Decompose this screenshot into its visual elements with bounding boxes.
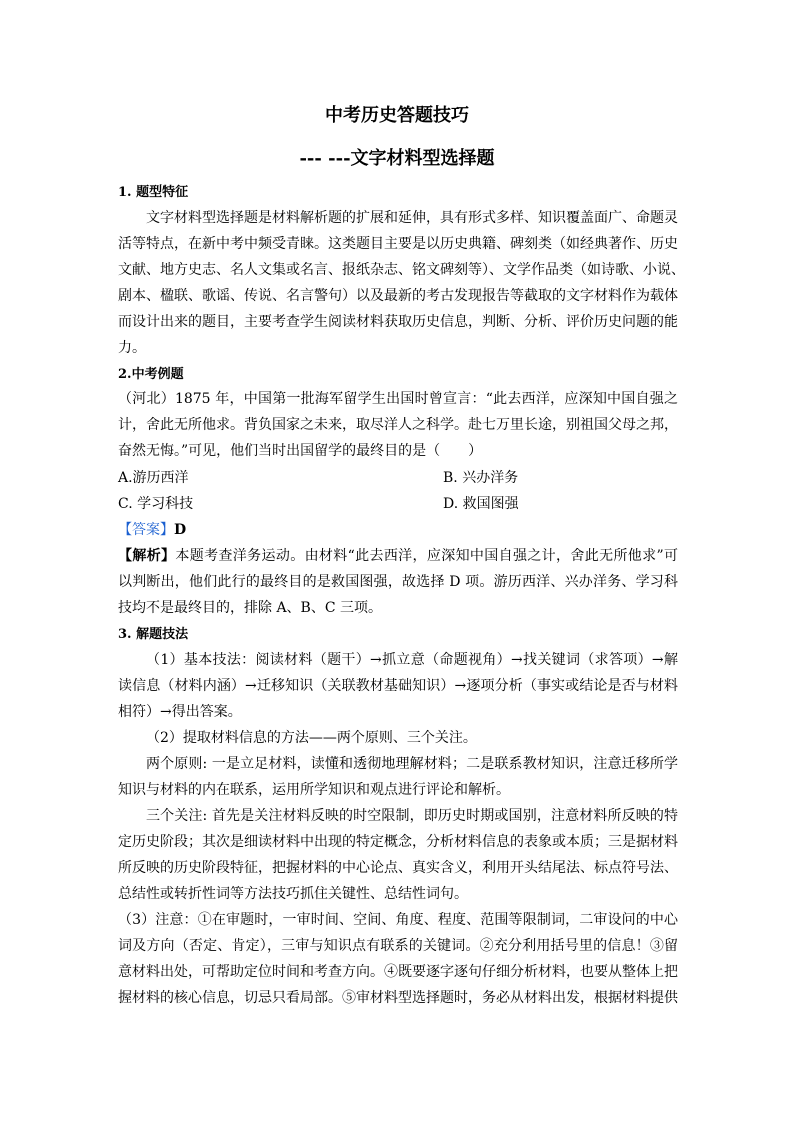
question-line: （河北）1875 年，中国第一批海军留学生出国时曾宣言：“此去西洋，应深知中国自强之 [118,391,678,407]
notes-line: 词及方向（否定、肯定），三审与知识点有联系的关键词。②充分利用括号里的信息！③留 [118,938,678,954]
section-1-line: 文献、地方史志、名人文集或名言、报纸杂志、铭文碑刻等）、文学作品类（如诗歌、小说、 [118,262,685,278]
concerns-line: 定历史阶段；其次是细读材料中出现的特定概念，分析材料信息的表象或本质；三是据材料 [118,834,678,850]
concerns-line: 三个关注: 首先是关注材料反映的时空限制，即历史时期或国别，注意材料所反映的特 [146,808,678,824]
section-1-heading: 1. 题型特征 [118,185,189,200]
analysis-line: 以判断出，他们此行的最终目的是救国图强，故选择 D 项。游历西洋、兴办洋务、学习科 [118,574,678,590]
question-line: 计，舍此无所他求。背负国家之未来，取尽洋人之科学。赴七万里长途，别祖国父母之邦， [118,417,678,433]
section-1-line: 文字材料型选择题是材料解析题的扩展和延伸，具有形式多样、知识覆盖面广、命题灵 [146,210,678,226]
analysis-text: 本题考查洋务运动。由材料“此去西洋，应深知中国自强之计，舍此无所他求”可 [175,548,679,564]
page-subtitle: --- ---文字材料型选择题 [299,148,495,169]
page-title: 中考历史答题技巧 [325,105,469,126]
analysis-line [118,546,678,566]
option-b: B. 兴办洋务 [443,470,519,486]
analysis-line: 技均不是最终目的，排除 A、B、C 三项。 [118,600,383,616]
method-line: （2）提取材料信息的方法——两个原则、三个关注。 [146,730,477,746]
basic-method-line: 相符）→得出答案。 [118,704,242,720]
concerns-line: 所反映的历史阶段特征，把握材料的中心论点、真实含义，利用开头结尾法、标点符号法、 [118,860,678,876]
answer-tag: 【答案】 [118,522,174,538]
section-1-line: 而设计出来的题目，主要考查学生阅读材料获取历史信息，判断、分析、评价历史问题的能 [118,314,678,330]
section-1-line: 活等特点，在新中考中频受青睐。这类题目主要是以历史典籍、碑刻类（如经典著作、历史 [118,236,678,252]
notes-line: （3）注意：①在审题时，一审时间、空间、角度、程度、范围等限制词，二审设问的中心 [118,912,678,928]
concerns-line: 总结性或转折性词等方法技巧抓住关键性、总结性词句。 [118,886,468,902]
option-a: A.游历西洋 [118,470,189,486]
option-d: D. 救国图强 [443,496,519,512]
notes-line: 握材料的核心信息，切忌只看局部。⑤审材料型选择题时，务必从材料出发，根据材料提供 [118,990,678,1006]
answer-value: D [174,522,187,538]
basic-method-line: （1）基本技法：阅读材料（题干）→抓立意（命题视角）→找关键词（求答项）→解 [146,652,678,668]
notes-line: 意材料出处，可帮助定位时间和考查方向。④既要逐字逐句仔细分析材料，也要从整体上把 [118,964,678,980]
section-2-heading: 2.中考例题 [118,367,184,382]
option-c: C. 学习科技 [118,496,194,512]
principles-line: 两个原则: 一是立足材料，读懂和透彻地理解材料；二是联系教材知识，注意迁移所学 [146,756,678,772]
answer-line [118,520,678,540]
principles-line: 知识与材料的内在联系，运用所学知识和观点进行评论和解析。 [118,782,510,798]
section-1-line: 剧本、楹联、歌谣、传说、名言警句）以及最新的考古发现报告等截取的文字材料作为载体 [118,288,678,304]
section-3-heading: 3. 解题技法 [118,627,189,642]
question-line: 奋然无悔。”可见，他们当时出国留学的最终目的是（ ） [118,443,483,459]
analysis-tag: 【解析】 [118,548,176,564]
basic-method-line: 读信息（材料内涵）→迁移知识（关联教材基础知识）→逐项分析（事实或结论是否与材料 [118,678,678,694]
section-1-line: 力。 [118,340,146,356]
